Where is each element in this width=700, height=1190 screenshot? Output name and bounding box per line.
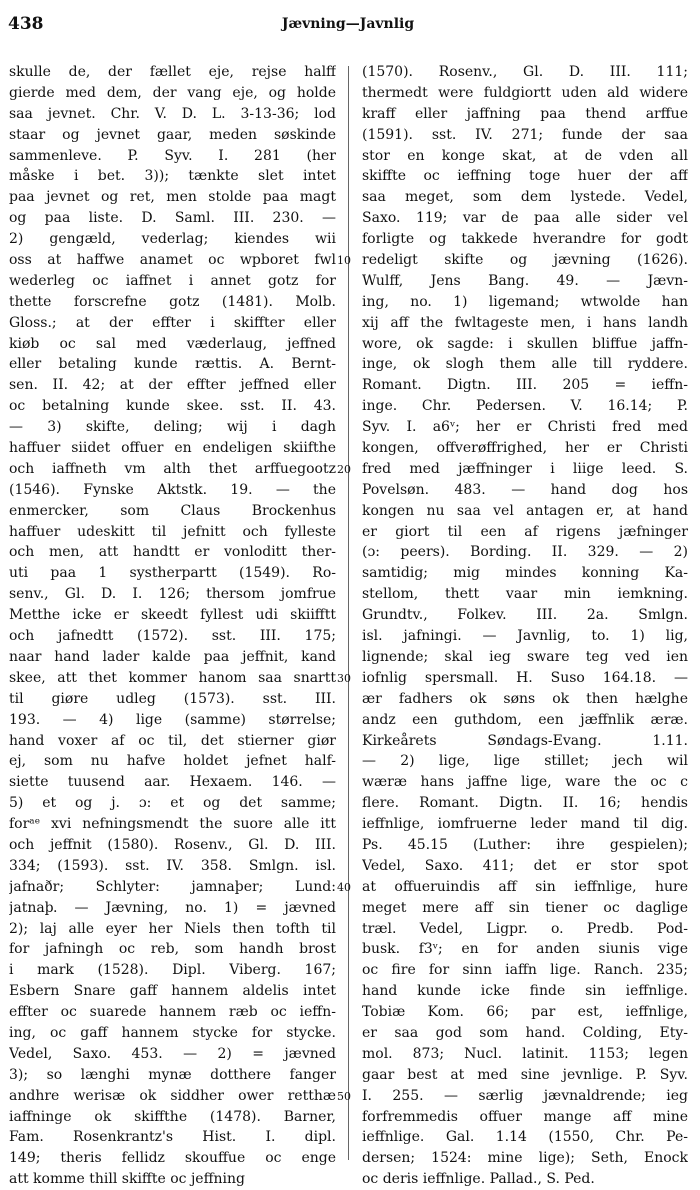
text-line: Grundtv., Folkev. III. 2a. Smlgn. (362, 607, 688, 624)
text-line: ing, no. 1) ligemand; wtwolde han (362, 293, 688, 310)
text-line: och jeffnit (1580). Rosenv., Gl. D. III. (9, 836, 336, 853)
text-line: i mark (1528). Dipl. Viberg. 167; (9, 962, 336, 979)
text-line: kraff eller jaffning paa thend arffue (362, 105, 688, 122)
text-line: hand kunde icke finde sin ieffnlige. (362, 983, 688, 1000)
text-line: Esbern Snare gaff hannem aldelis intet (9, 983, 336, 1000)
text-line: forᵃᵉ xvi nefningsmendt the suore alle itt (9, 816, 336, 833)
text-line: og paa liste. D. Saml. III. 230. — (9, 210, 336, 227)
text-line: 334; (1593). sst. IV. 358. Smlgn. isl. (9, 857, 336, 874)
text-line: kongen nu saa vel antagen er, at hand (362, 502, 688, 519)
text-line: att komme thill skiffte oc jeffning (9, 1171, 245, 1188)
text-line: for jafningh oc reb, som handh brost (9, 941, 336, 958)
text-line: Povelsøn. 483. — hand dog hos (362, 481, 688, 498)
text-line: lignende; skal ieg sware teg ved ien (362, 648, 688, 665)
text-line: — 3) skifte, deling; wij i dagh (9, 419, 336, 436)
text-line: Wulff, Jens Bang. 49. — Jævn- (362, 272, 688, 289)
text-line: ieffnlige. Gal. 1.14 (1550, Chr. Pe- (362, 1129, 688, 1146)
margin-line-number: 30 (337, 672, 351, 686)
margin-line-number: 50 (337, 1090, 351, 1104)
text-line: I. 255. — særlig jævnaldrende; ieg (362, 1087, 688, 1104)
text-line: thermedt were fuldgiortt uden ald widere (362, 84, 688, 101)
text-line: ær fadhers ok søns ok then hælghe (362, 690, 688, 707)
text-line: haffuer siidet offuer en endeligen skiifthe (9, 440, 336, 457)
text-line: Syv. I. a6ᵛ; her er Christi fred med (362, 419, 688, 436)
text-line: oss at haffwe anamet oc wpboret fwl (9, 252, 336, 269)
text-line: xij aff the fwltageste men, i hans landh (362, 314, 688, 331)
text-line: — 2) lige, lige stillet; jech wil (362, 753, 688, 770)
text-line: dersen; 1524: mine lige); Seth, Enock (362, 1150, 688, 1167)
margin-line-number: 20 (337, 463, 351, 477)
text-line: (1591). sst. IV. 271; funde der saa (362, 126, 688, 143)
text-line: redeligt skifte og jævning (1626). (362, 252, 688, 269)
text-line: Vedel, Saxo. 411; det er stor spot (362, 857, 688, 874)
text-line: saa meget, som dem lystede. Vedel, (362, 189, 688, 206)
text-line: iaffninge ok skiffthe (1478). Barner, (9, 1108, 336, 1125)
text-line: er giort til een af rigens jæfninger (362, 523, 688, 540)
running-head: Jævning—Javnlig (281, 16, 415, 32)
text-line: kiøb oc sal med væderlaug, jeffned (9, 335, 336, 352)
text-line: 5) et og j. ɔ: et og det samme; (9, 795, 336, 812)
text-line: haffuer udeskitt til jefnitt och fylleste (9, 523, 336, 540)
text-line: Vedel, Saxo. 453. — 2) = jævned (9, 1045, 336, 1062)
text-line: 193. — 4) lige (samme) størrelse; (9, 711, 336, 728)
text-line: enmercker, som Claus Brockenhus (9, 502, 336, 519)
text-line: meget mere aff sin tiener oc daglige (362, 899, 688, 916)
text-line: (ɔ: peers). Bording. II. 329. — 2) (362, 544, 688, 561)
text-line: skiffte oc ieffning toge huer der aff (362, 168, 688, 185)
text-line: wore, ok sagde: i skullen bliffue jaffn- (362, 335, 688, 352)
text-line: inge, ok slogh them alle till ryddere. (362, 356, 688, 373)
text-line: isl. jafningi. — Javnlig, to. 1) lig, (362, 628, 688, 645)
text-line: flere. Romant. Digtn. II. 16; hendis (362, 795, 688, 812)
text-line: 2); laj alle eyer her Niels then tofth til (9, 920, 336, 937)
margin-line-number: 10 (337, 254, 351, 268)
text-line: fred med jæffninger i liige leed. S. (362, 460, 688, 477)
text-line: jatnaþ. — Jævning, no. 1) = jævned (9, 899, 336, 916)
text-line: skulle de, der fællet eje, rejse halff (9, 64, 336, 80)
text-line: ieffnlige, iomfruerne leder mand til dig. (362, 816, 688, 833)
text-line: andhre werisæ ok siddher ower retthæ (9, 1087, 336, 1104)
text-line: jafnaðr; Schlyter: jamnaþer; Lund: (9, 878, 336, 895)
text-line: 3); so længhi mynæ dotthere fanger (9, 1066, 336, 1083)
page-header (8, 14, 688, 40)
text-line: stor en konge skat, at de vden all (362, 147, 688, 164)
text-line: ej, som nu hafve holdet jefnet half- (9, 753, 336, 770)
text-line: oc deris ieffnlige. Pallad., S. Ped. (362, 1171, 595, 1188)
text-line: ing, oc gaff hannem stycke for stycke. (9, 1024, 336, 1041)
text-line: Metthe icke er skeedt fyllest udi skiifftt (9, 607, 336, 624)
text-line: busk. f3ᵛ; en for anden siunis vige (362, 941, 688, 958)
text-line: wæræ hans jaffne lige, ware the oc c (362, 774, 688, 791)
text-line: och jafnedtt (1572). sst. III. 175; (9, 628, 336, 645)
text-line: Fam. Rosenkrantz's Hist. I. dipl. (9, 1129, 336, 1146)
text-line: forligte og takkede hverandre for godt (362, 231, 688, 248)
text-line: uti paa 1 systherpartt (1549). Ro- (9, 565, 336, 582)
text-line: thette forscrefne gotz (1481). Molb. (9, 293, 336, 310)
text-line: forfremmedis offuer mange aff mine (362, 1108, 688, 1125)
text-line: saa jevnet. Chr. V. D. L. 3-13-36; lod (9, 105, 336, 122)
text-line: samtidig; mig mindes konning Ka- (362, 565, 688, 582)
text-line: gaar best at med sine jevnlige. P. Syv. (362, 1066, 688, 1083)
text-line: Tobiæ Kom. 66; par est, ieffnlige, (362, 1004, 688, 1021)
text-line: siette tuusend aar. Hexaem. 146. — (9, 774, 336, 791)
text-line: Saxo. 119; var de paa alle sider vel (362, 210, 688, 227)
text-line: andz een guthdom, een jæffnlik æræ. (362, 711, 688, 728)
page-number: 438 (8, 14, 44, 34)
text-line: eller betaling kunde rættis. A. Bernt- (9, 356, 336, 373)
text-line: senv., Gl. D. I. 126; thersom jomfrue (9, 586, 336, 603)
text-line: inge. Chr. Pedersen. V. 16.14; P. (362, 398, 688, 415)
left-column (9, 62, 336, 1190)
column-divider (348, 66, 349, 1160)
text-line: och men, att handtt er vonloditt ther- (9, 544, 336, 561)
text-line: skee, att thet kommer hanom saa snartt (9, 669, 336, 686)
text-line: 149; theris fellidz skouffue oc enge (9, 1150, 336, 1167)
text-line: oc fire for sinn iaffn lige. Ranch. 235; (362, 962, 688, 979)
text-line: træl. Vedel, Ligpr. o. Predb. Pod- (362, 920, 688, 937)
text-line: kongen, offverøffrighed, her er Christi (362, 440, 688, 457)
text-line: wederleg oc iaffnet i annet gotz for (9, 272, 336, 289)
text-line: naar hand lader kalde paa jeffnit, kand (9, 648, 336, 665)
text-line: 2) gengæld, vederlag; kiendes wii (9, 231, 336, 248)
text-line: er saa god som hand. Colding, Ety- (362, 1024, 688, 1041)
text-line: Kirkeårets Søndags-Evang. 1.11. (362, 732, 688, 749)
text-line: gierde med dem, der vang eje, og holde (9, 84, 336, 101)
text-line: sammenleve. P. Syv. I. 281 (her (9, 147, 336, 164)
text-line: staar og jevnet gaar, meden søskinde (9, 126, 336, 143)
right-column (362, 62, 688, 1190)
text-line: (1570). Rosenv., Gl. D. III. 111; (362, 64, 688, 80)
text-line: Gloss.; at der effter i skiffter eller (9, 314, 336, 331)
text-line: mol. 873; Nucl. latinit. 1153; legen (362, 1045, 688, 1062)
text-line: sen. II. 42; at der effter jeffned eller (9, 377, 336, 394)
text-line: iofnlig spersmall. H. Suso 164.18. — (362, 669, 688, 686)
text-line: stellom, thett vaar min iemkning. (362, 586, 688, 603)
text-line: (1546). Fynske Aktstk. 19. — the (9, 481, 336, 498)
text-line: at offueruindis aff sin ieffnlige, hure (362, 878, 688, 895)
text-line: måske i bet. 3)); tænkte slet intet (9, 168, 336, 185)
text-line: til giøre udleg (1573). sst. III. (9, 690, 336, 707)
margin-line-number: 40 (337, 881, 351, 895)
text-line: hand voxer af oc til, det stierner giør (9, 732, 336, 749)
text-line: oc betalning kunde skee. sst. II. 43. (9, 398, 336, 415)
text-line: och iaffneth vm alth thet arffuegootz (9, 460, 336, 477)
text-line: paa jevnet og ret, men stolde paa magt (9, 189, 336, 206)
text-line: Romant. Digtn. III. 205 = ieffn- (362, 377, 688, 394)
text-line: Ps. 45.15 (Luther: ihre gespielen); (362, 836, 688, 853)
text-line: effter oc suarede hannem ræb oc ieffn- (9, 1004, 336, 1021)
